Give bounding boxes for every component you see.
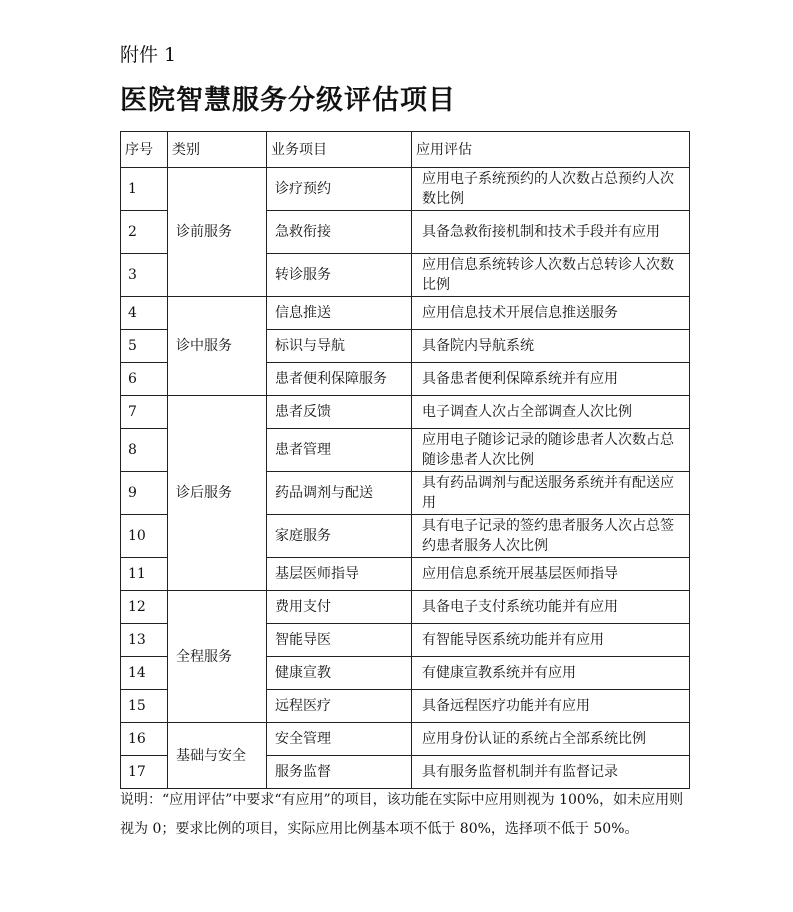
annex-label: 附件 1 bbox=[120, 44, 177, 66]
row-number: 5 bbox=[121, 330, 168, 363]
row-item: 信息推送 bbox=[267, 297, 412, 330]
row-item: 安全管理 bbox=[267, 723, 412, 756]
header-eval: 应用评估 bbox=[412, 132, 690, 168]
table-body bbox=[121, 168, 690, 789]
row-evaluation: 具有电子记录的签约患者服务人次占总签约患者服务人次比例 bbox=[412, 515, 690, 558]
row-number: 10 bbox=[121, 515, 168, 558]
row-evaluation: 应用电子随诊记录的随诊患者人次数占总随诊患者人次比例 bbox=[412, 429, 690, 472]
row-number: 16 bbox=[121, 723, 168, 756]
row-item: 家庭服务 bbox=[267, 515, 412, 558]
row-number: 12 bbox=[121, 591, 168, 624]
header-item: 业务项目 bbox=[267, 132, 412, 168]
row-item: 服务监督 bbox=[267, 756, 412, 789]
row-number: 2 bbox=[121, 211, 168, 254]
row-item: 健康宣教 bbox=[267, 657, 412, 690]
row-evaluation: 应用信息系统开展基层医师指导 bbox=[412, 558, 690, 591]
row-evaluation: 应用身份认证的系统占全部系统比例 bbox=[412, 723, 690, 756]
row-evaluation: 具备患者便利保障系统并有应用 bbox=[412, 363, 690, 396]
row-item: 基层医师指导 bbox=[267, 558, 412, 591]
row-category: 诊中服务 bbox=[168, 297, 267, 396]
row-item: 患者便利保障服务 bbox=[267, 363, 412, 396]
row-evaluation: 具备电子支付系统功能并有应用 bbox=[412, 591, 690, 624]
row-number: 17 bbox=[121, 756, 168, 789]
page-title: 医院智慧服务分级评估项目 bbox=[120, 85, 456, 116]
row-evaluation: 有健康宣教系统并有应用 bbox=[412, 657, 690, 690]
row-evaluation: 具备院内导航系统 bbox=[412, 330, 690, 363]
header-seq: 序号 bbox=[121, 132, 168, 168]
table-row bbox=[121, 723, 690, 756]
table-row bbox=[121, 591, 690, 624]
row-item: 患者管理 bbox=[267, 429, 412, 472]
row-number: 13 bbox=[121, 624, 168, 657]
row-evaluation: 具备急救衔接机制和技术手段并有应用 bbox=[412, 211, 690, 254]
row-number: 9 bbox=[121, 472, 168, 515]
table-row bbox=[121, 297, 690, 330]
row-item: 转诊服务 bbox=[267, 254, 412, 297]
row-item: 智能导医 bbox=[267, 624, 412, 657]
row-number: 8 bbox=[121, 429, 168, 472]
row-evaluation: 电子调查人次占全部调查人次比例 bbox=[412, 396, 690, 429]
row-number: 14 bbox=[121, 657, 168, 690]
row-evaluation: 具有服务监督机制并有监督记录 bbox=[412, 756, 690, 789]
row-category: 基础与安全 bbox=[168, 723, 267, 789]
row-number: 3 bbox=[121, 254, 168, 297]
row-item: 急救衔接 bbox=[267, 211, 412, 254]
row-evaluation: 具备远程医疗功能并有应用 bbox=[412, 690, 690, 723]
row-evaluation: 应用信息技术开展信息推送服务 bbox=[412, 297, 690, 330]
assessment-table bbox=[120, 131, 690, 789]
row-evaluation: 应用信息系统转诊人次数占总转诊人次数比例 bbox=[412, 254, 690, 297]
row-item: 药品调剂与配送 bbox=[267, 472, 412, 515]
row-evaluation: 有智能导医系统功能并有应用 bbox=[412, 624, 690, 657]
row-item: 标识与导航 bbox=[267, 330, 412, 363]
row-category: 全程服务 bbox=[168, 591, 267, 723]
row-number: 11 bbox=[121, 558, 168, 591]
row-category: 诊后服务 bbox=[168, 396, 267, 591]
row-item: 远程医疗 bbox=[267, 690, 412, 723]
table-row bbox=[121, 168, 690, 211]
table-header-row bbox=[121, 132, 690, 168]
row-evaluation: 具有药品调剂与配送服务系统并有配送应用 bbox=[412, 472, 690, 515]
row-number: 1 bbox=[121, 168, 168, 211]
footnote: 说明：“应用评估”中要求“有应用”的项目，该功能在实际中应用则视为 100%，如未应用则视为 0；要求比例的项目，实际应用比例基本项不低于 80%，选择项不低于 50%。 bbox=[120, 792, 684, 837]
row-item: 患者反馈 bbox=[267, 396, 412, 429]
header-category: 类别 bbox=[168, 132, 267, 168]
row-number: 7 bbox=[121, 396, 168, 429]
row-item: 费用支付 bbox=[267, 591, 412, 624]
row-number: 6 bbox=[121, 363, 168, 396]
row-item: 诊疗预约 bbox=[267, 168, 412, 211]
row-number: 4 bbox=[121, 297, 168, 330]
row-number: 15 bbox=[121, 690, 168, 723]
table-row bbox=[121, 396, 690, 429]
row-category: 诊前服务 bbox=[168, 168, 267, 297]
row-evaluation: 应用电子系统预约的人次数占总预约人次数比例 bbox=[412, 168, 690, 211]
